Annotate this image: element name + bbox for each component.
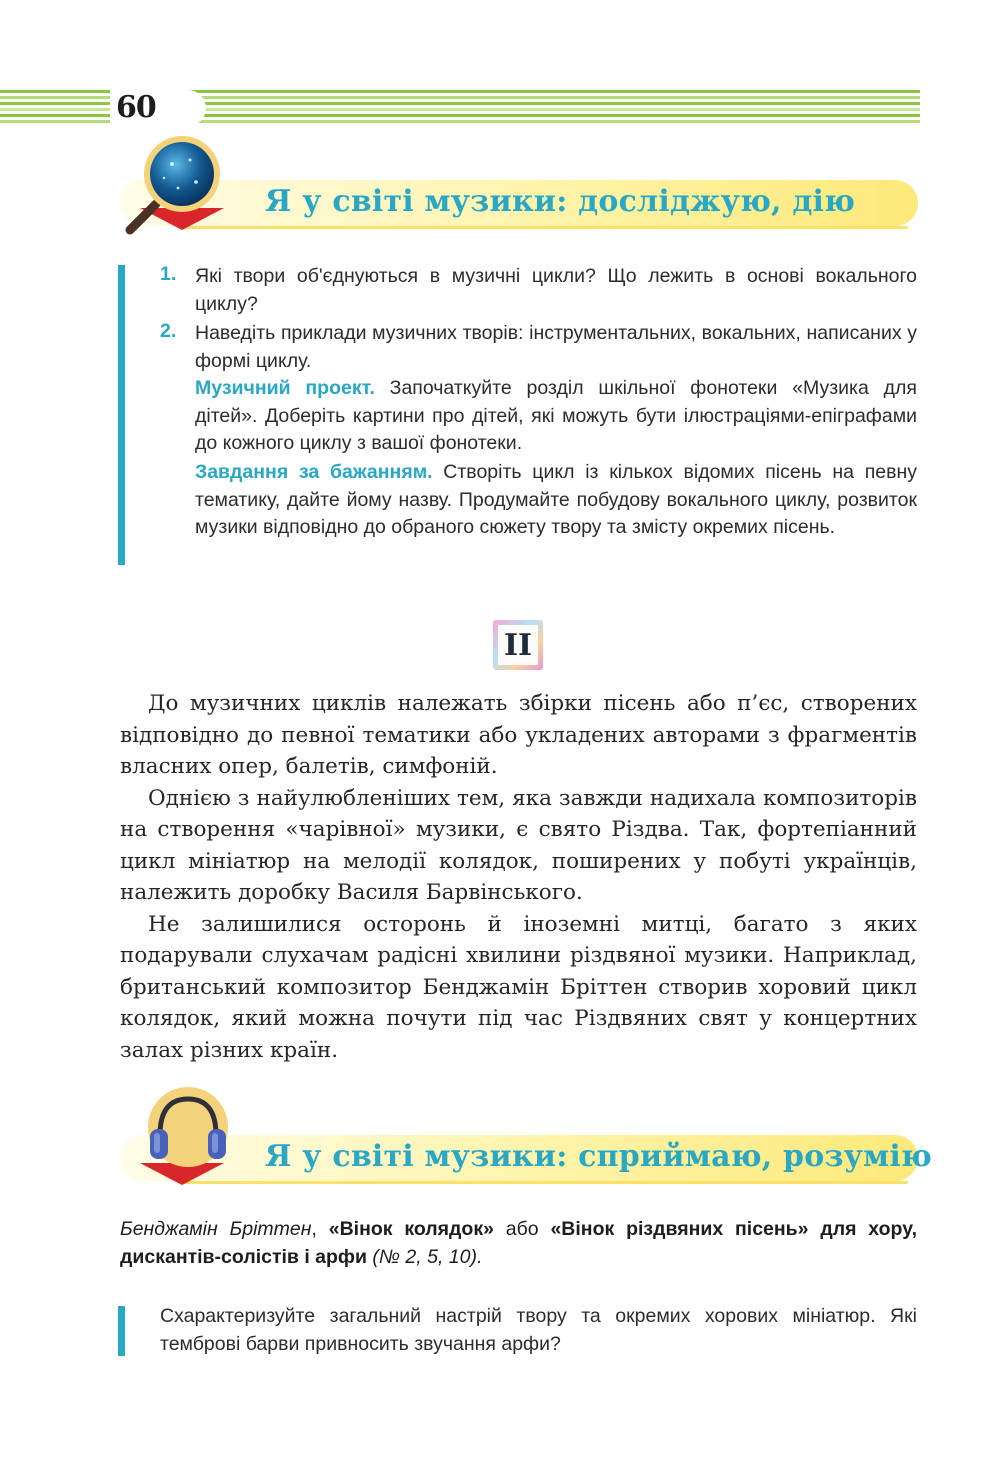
section-title-listening: Я у світі музики: сприймаю, розумію: [265, 1139, 932, 1174]
track-numbers: (№ 2, 5, 10).: [366, 1246, 483, 1268]
accent-bar: [118, 265, 125, 565]
composer-name: Бенджамін Бріттен: [120, 1218, 312, 1240]
optional-task-text: Створіть цикл із кількох відомих пісень на певну тематику, дайте йому назву. Продумайте побудову вокального циклу, розвиток музики відповідно до обраного сюжету твору та змісту окремих пісень.: [195, 461, 917, 538]
headphones-icon: [140, 1085, 236, 1167]
paragraph: Не залишилися осторонь й іноземні митці, багато з яких подарували слухачам радісні хвилини різдвяної музики. Наприклад, британський композитор Бенджамін Бріттен створив хоровий цикл колядок, який можна почути під час Різдвяних свят у концертних залах різних країн.: [120, 911, 917, 1063]
music-project-text: Започаткуйте розділ шкільної фонотеки «Музика для дітей». Доберіть картини про дітей, які можуть бути ілюстраціями-епіграфами до кожного циклу з вашої фонотеки.: [195, 377, 917, 454]
section-banner-research: [120, 180, 918, 226]
listening-question: Схарактеризуйте загальний настрій твору та окремих хорових мініатюр. Які темброві барви привносить звучання арфи?: [160, 1305, 917, 1355]
separator-text: ,: [311, 1218, 329, 1240]
optional-task-label: Завдання за бажанням.: [195, 461, 433, 483]
music-project-label: Музичний проект.: [195, 377, 375, 399]
work-title-1: «Вінок колядок»: [328, 1218, 494, 1240]
question-2-text: Наведіть приклади музичних творів: інструментальних, вокальних, написаних у формі циклу.: [195, 322, 917, 372]
question-1-text: Які твори об'єднуються в музичні цикли? Що лежить в основі вокального циклу?: [195, 265, 917, 315]
roman-numeral: II: [498, 625, 538, 665]
paragraph: Однією з найулюбленіших тем, яка завжди надихала композиторів на створення «чарівної» музики, є свято Різдва. Так, фортепіанний цикл мініатюр на мелодії колядок, поширених у побуті українців, належить доробку Василя Барвінського.: [120, 785, 917, 905]
page-number: 60: [116, 90, 156, 125]
body-text: [120, 688, 917, 1066]
optional-task-paragraph: [195, 459, 917, 542]
magnifier-icon: [118, 130, 230, 242]
section-title-research: Я у світі музики: досліджую, дію: [265, 184, 856, 219]
question-number: 1.: [160, 263, 177, 285]
paragraph: До музичних циклів належать збірки пісень або п’єс, створених відповідно до певної тематики або укладених авторами з фрагментів власних опер, балетів, симфоній.: [120, 691, 917, 779]
work-title-2: «Вінок різдвяних пісень» для хору, дискантів-солістів і арфи: [120, 1218, 917, 1268]
roman-numeral-box: [493, 620, 543, 670]
listening-work-line: [120, 1215, 917, 1271]
music-project-paragraph: [195, 375, 917, 458]
accent-bar: [118, 1306, 125, 1356]
or-text: або: [493, 1218, 551, 1240]
question-number: 2.: [160, 320, 177, 342]
section-banner-listening: [120, 1135, 932, 1181]
